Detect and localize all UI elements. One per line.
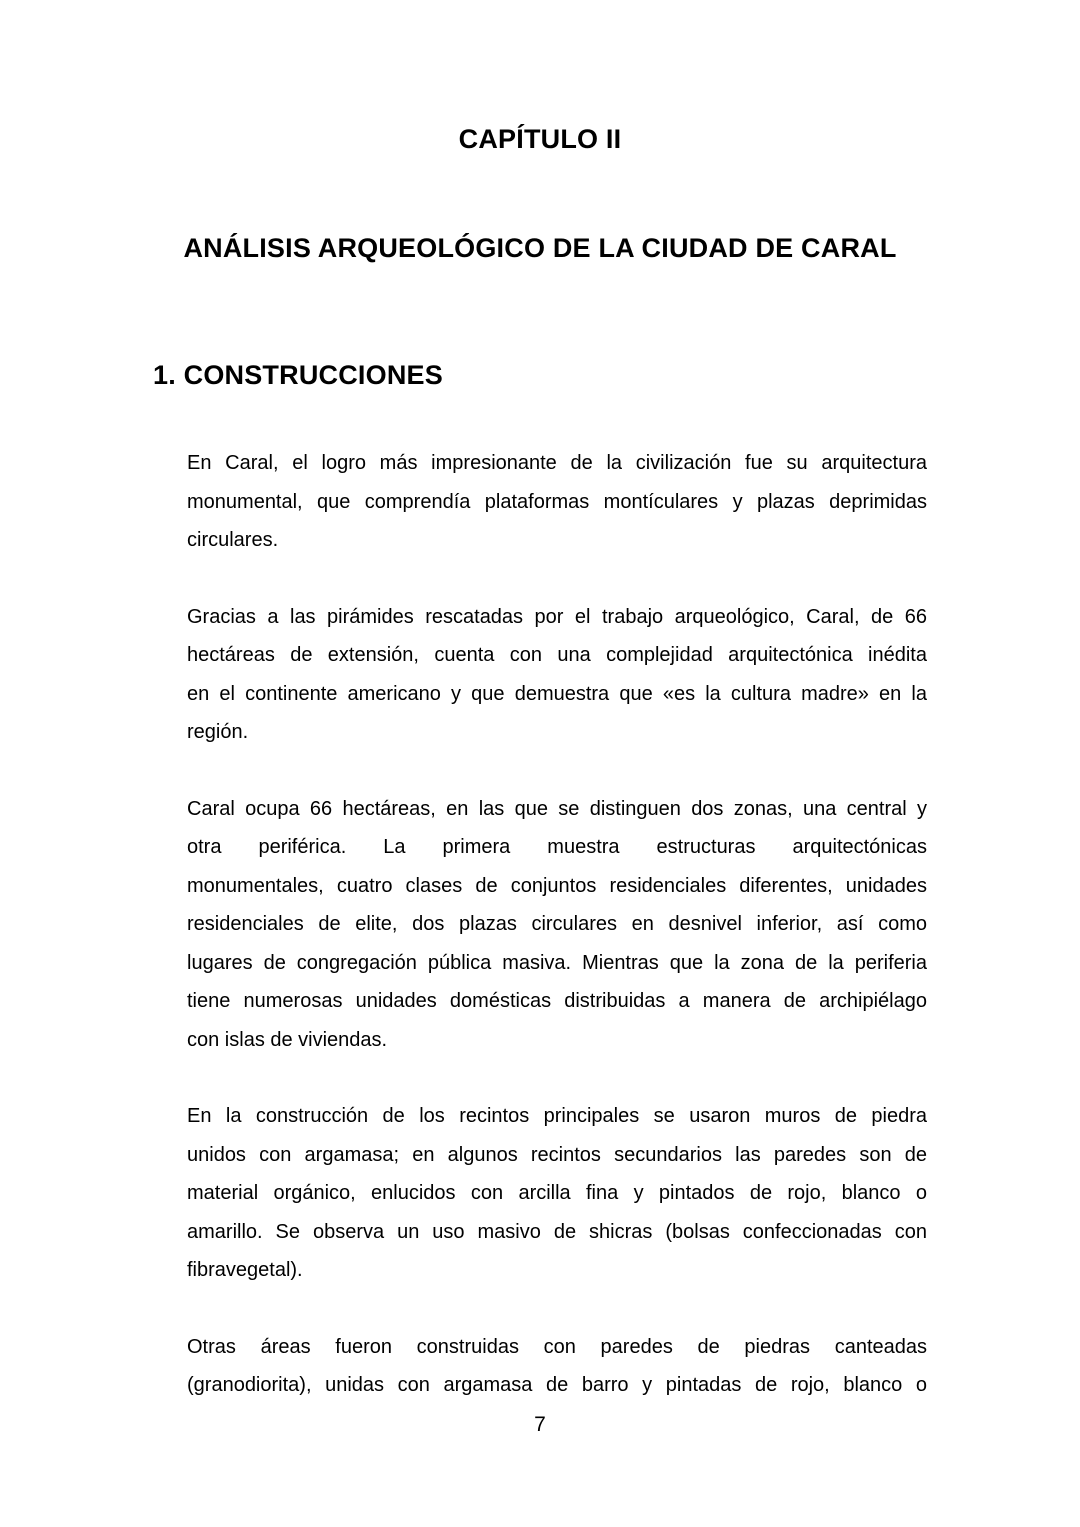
text-line: otra periférica. La primera muestra estructuras arquitectónicas	[187, 836, 927, 858]
paragraph	[187, 1328, 927, 1405]
paragraph	[187, 1097, 927, 1290]
text-line: hectáreas de extensión, cuenta con una complejidad arquitectónica inédita	[187, 644, 927, 666]
text-line: lugares de congregación pública masiva. Mientras que la zona de la periferia	[187, 951, 927, 974]
text-line: En Caral, el logro más impresionante de la civilización fue su arquitectura	[187, 452, 927, 474]
text-line: material orgánico, enlucidos con arcilla fina y pintados de rojo, blanco o	[187, 1182, 927, 1204]
text-line: En la construcción de los recintos principales se usaron muros de piedra	[187, 1105, 927, 1127]
text-line: unidos con argamasa; en algunos recintos secundarios las paredes son de	[187, 1143, 927, 1166]
section-heading: 1. CONSTRUCCIONES	[153, 360, 443, 390]
paragraph	[187, 790, 927, 1060]
main-heading: ANÁLISIS ARQUEOLÓGICO DE LA CIUDAD DE CARAL	[183, 233, 897, 263]
paragraph	[187, 598, 927, 752]
body-text	[187, 444, 927, 1405]
text-line: Otras áreas fueron construidas con paredes de piedras canteadas	[187, 1335, 927, 1358]
text-line: tiene numerosas unidades domésticas distribuidas a manera de archipiélago	[187, 990, 927, 1012]
text-line: amarillo. Se observa un uso masivo de shicras (bolsas confeccionadas con	[187, 1220, 927, 1243]
text-line: residenciales de elite, dos plazas circulares en desnivel inferior, así como	[187, 913, 927, 935]
text-line: Caral ocupa 66 hectáreas, en las que se distinguen dos zonas, una central y	[187, 797, 927, 820]
paragraph	[187, 444, 927, 560]
chapter-title: CAPÍTULO II	[458, 124, 622, 154]
text-line: en el continente americano y que demuestra que «es la cultura madre» en la	[187, 682, 927, 705]
text-line: región.	[187, 721, 249, 743]
text-line: fibravegetal).	[187, 1259, 303, 1281]
text-line: con islas de viviendas.	[187, 1028, 388, 1051]
text-line: monumentales, cuatro clases de conjuntos residenciales diferentes, unidades	[187, 874, 927, 897]
text-line: circulares.	[187, 529, 279, 551]
page-number: 7	[534, 1413, 546, 1436]
text-line: monumental, que comprendía plataformas montículares y plazas deprimidas	[187, 490, 927, 513]
text-line: Gracias a las pirámides rescatadas por el trabajo arqueológico, Caral, de 66	[187, 605, 927, 628]
text-line: (granodiorita), unidas con argamasa de barro y pintadas de rojo, blanco o	[187, 1374, 927, 1396]
